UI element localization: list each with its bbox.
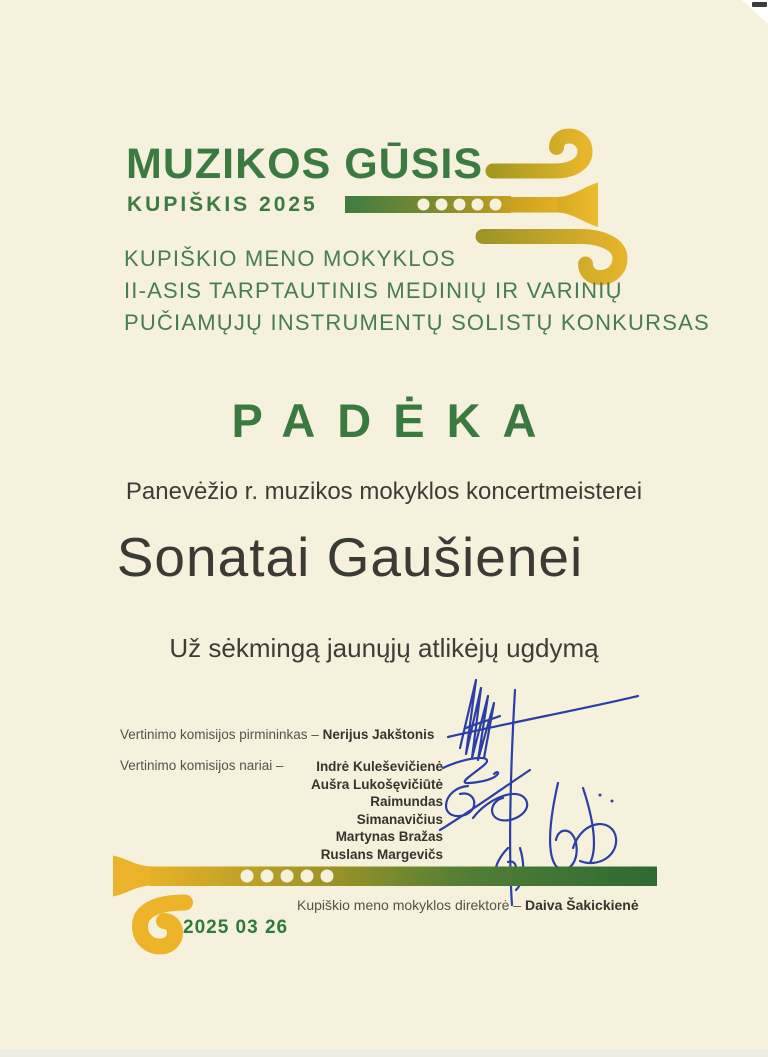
scan-bottom-edge bbox=[0, 1049, 768, 1057]
recipient-intro: Panevėžio r. muzikos mokyklos koncertmeisterei bbox=[125, 478, 643, 505]
recipient-name: Sonatai Gaušienei bbox=[116, 526, 584, 588]
committee-member: Raimundas Simanavičius bbox=[356, 794, 443, 827]
committee-chair-name: Nerijus Jakštonis bbox=[322, 727, 435, 742]
competition-subtitle bbox=[124, 243, 710, 339]
competition-line-1: KUPIŠKIO MENO MOKYKLOS bbox=[124, 246, 457, 271]
competition-line-2: II-ASIS TARPTAUTINIS MEDINIŲ IR VARINIŲ bbox=[124, 278, 623, 303]
scan-corner-mark bbox=[752, 2, 767, 7]
certificate-title: PADĖKA bbox=[231, 394, 559, 447]
committee-member: Martynas Bražas bbox=[335, 829, 443, 844]
competition-line-3: PUČIAMŲJŲ INSTRUMENTŲ SOLISTŲ KONKURSAS bbox=[124, 310, 710, 335]
committee-chair-line bbox=[120, 727, 434, 742]
committee-member: Aušra Lukošęvičiūtė bbox=[310, 776, 443, 792]
director-label: Kupiškio meno mokyklos direktorė – bbox=[297, 897, 522, 913]
committee-chair-label: Vertinimo komisijos pirmininkas – bbox=[120, 727, 319, 742]
director-line bbox=[297, 897, 639, 913]
logo-subtitle: KUPIŠKIS 2025 bbox=[127, 193, 318, 216]
director-name: Daiva Šakickienė bbox=[525, 897, 639, 913]
committee-members-block bbox=[120, 758, 443, 863]
logo-title: MUZIKOS GŪSIS bbox=[126, 140, 484, 188]
award-reason: Už sėkmingą jaunųjų atlikėjų ugdymą bbox=[169, 633, 599, 663]
committee-member: Ruslans Margevičs bbox=[320, 846, 443, 862]
committee-member: Indrė Kuleševičienė bbox=[316, 759, 443, 774]
certificate-date: 2025 03 26 bbox=[183, 917, 289, 938]
logo-subtitle-row bbox=[127, 193, 330, 217]
committee-members-label: Vertinimo komisijos nariai – bbox=[120, 758, 284, 773]
